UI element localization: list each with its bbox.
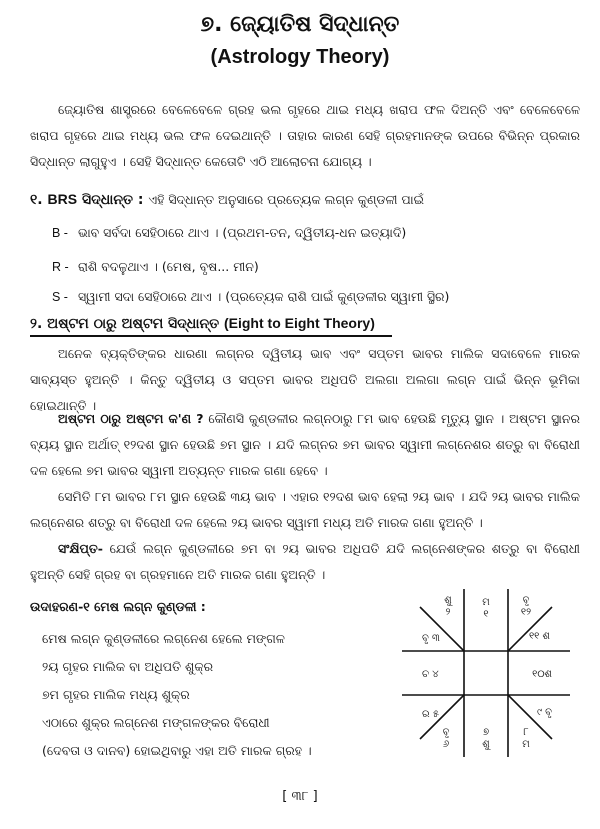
chart-line: [420, 607, 464, 651]
chart-label-top-right: ବୃ ୧୨: [520, 595, 532, 618]
chart-label-right-mid: ୧୦ଶ: [532, 669, 552, 680]
eight-paragraph-2-lead: ଅଷ୍ଟମ ଠାରୁ ଅଷ୍ଟମ କ'ଣ ?: [58, 411, 204, 426]
example-line: ଏଠାରେ ଶୁକ୍ର ଲଗ୍ନେଶ ମଙ୍ଗଳଙ୍କର ବିରୋଧୀ: [42, 715, 270, 730]
brs-item-text: ସ୍ୱାମୀ ସଦା ସେହିଠାରେ ଥାଏ । (ପ୍ରତ୍ୟେକ ରାଶି ପାଇଁ କୁଣ୍ଡଳୀର ସ୍ୱାମୀ ସ୍ଥିର): [77, 289, 450, 304]
chart-label-bottom-center: ୭ ଶୁ: [482, 727, 490, 750]
chart-label-left-mid: ଚ ୪: [422, 669, 439, 680]
brs-item-r: [52, 256, 582, 278]
brs-item-key: B -: [52, 226, 68, 240]
eight-heading: [30, 312, 590, 335]
brs-item-text: ଭାବ ସର୍ବଦା ସେହିଠାରେ ଥାଏ । (ପ୍ରଥମ-ତନ, ଦ୍ୱିତୀୟ-ଧନ ଇତ୍ୟାଦି): [77, 225, 407, 240]
chart-label-bottom-left: ବୃ ୬: [442, 727, 450, 750]
chart-label-right-top: ୧୧ ଶ: [528, 631, 550, 642]
chart-label-left-top: ବୃ ୩: [422, 633, 440, 644]
horoscope-chart: [402, 589, 570, 757]
brs-heading-number: ୧.: [30, 192, 43, 208]
intro-paragraph: ଜ୍ୟୋତିଷ ଶାସ୍ତ୍ରରେ ବେଳେବେଳେ ଗ୍ରହ ଭଲ ଗୃହରେ ଥାଇ ମଧ୍ୟ ଖରାପ ଫଳ ଦିଅନ୍ତି ଏବଂ ବେଳେବେଳେ ଖରାପ ଗୃହରେ ଥାଇ ମଧ୍ୟ ଭଲ ଫଳ ଦେଇଥାନ୍ତି । ତାହାର କାରଣ ସେହି ଗ୍ରହମାନଙ୍କ ଉପରେ ବିଭିନ୍ନ ପ୍ରକାର ସିଦ୍ଧାନ୍ତ ଲାଗୁହୁଏ । ସେହି ସିଦ୍ଧାନ୍ତ କେତୋଟି ଏଠି ଆଲୋଚନା ଯୋଗ୍ୟ ।: [30, 102, 580, 169]
example-line: ୭ମ ଗୃହର ମାଲିକ ମଧ୍ୟ ଶୁକ୍ର: [42, 687, 190, 702]
example-line: ମେଷ ଲଗ୍ନ କୁଣ୍ଡଳୀରେ ଲଗ୍ନେଶ ହେଲେ ମଙ୍ଗଳ: [42, 631, 285, 646]
eight-paragraph-1: ଅନେକ ବ୍ୟକ୍ତିଙ୍କର ଧାରଣା ଲଗ୍ନର ଦ୍ୱିତୀୟ ଭାବ ଏବଂ ସପ୍ତମ ଭାବର ମାଲିକ ସଦାବେଳେ ମାରକ ସାବ୍ୟସ୍ତ ହୁଅନ୍ତି । କିନ୍ତୁ ଦ୍ୱିତୀୟ ଓ ସପ୍ତମ ଭାବର ଅଧିପତି ଅଲଗା ଅଲଗା ଲଗ୍ନ ପାଇଁ ଭିନ୍ନ ଭୂମିକା ହୋଇଥାନ୍ତି ।: [30, 346, 580, 413]
chapter-subtitle: (Astrology Theory): [210, 46, 390, 68]
example-title: ଉଦାହରଣ-୧ ମେଷ ଲଗ୍ନ କୁଣ୍ଡଳୀ :: [30, 599, 206, 614]
chart-label-top-center: ମ ୧: [482, 597, 490, 620]
summary-paragraph: [30, 536, 580, 588]
example-line: (ଦେବତା ଓ ଦାନବ) ହୋଇଥିବାରୁ ଏହା ଅତି ମାରକ ଗ୍ରହ ।: [42, 743, 312, 758]
chart-label-left-bottom: ର ୫: [422, 709, 439, 720]
brs-heading-label: ସିଦ୍ଧାନ୍ତ :: [81, 192, 144, 208]
eight-paragraph-2-text: କୌଣସି କୁଣ୍ଡଳୀର ଲଗ୍ନଠାରୁ ୮ମ ଭାବ ହେଉଛି ମୃତ୍ୟୁ ସ୍ଥାନ । ଅଷ୍ଟମ ସ୍ଥାନର ବ୍ୟୟ ସ୍ଥାନ ଅର୍ଥାତ୍ ୧୨ଦଶ ସ୍ଥାନ ହେଉଛି ୭ମ ସ୍ଥାନ । ଯଦି ଲଗ୍ନର ୭ମ ଭାବର ସ୍ୱାମୀ ଲଗ୍ନେଶର ଶତ୍ରୁ ବା ବିରୋଧୀ ଦଳ ହେଲେ ୭ମ ଭାବର ସ୍ୱାମୀ ଅତ୍ୟନ୍ତ ମାରକ ଗଣା ହେବେ ।: [30, 411, 580, 478]
eight-paragraph-2: [30, 406, 580, 484]
brs-heading: [30, 188, 590, 211]
chart-label-bottom-right: ୮ ମ: [522, 727, 530, 750]
page-number: [ ୩୮ ]: [282, 789, 318, 804]
eight-paragraph-3: ସେମିତି ୮ମ ଭାବର ୮ମ ସ୍ଥାନ ହେଉଛି ୩ୟ ଭାବ । ଏହାର ୧୨ଦଶ ଭାବ ହେଲା ୨ୟ ଭାବ । ଯଦି ୨ୟ ଭାବର ମାଲିକ ଲଗ୍ନେଶର ଶତ୍ରୁ ବା ବିରୋଧୀ ଦଳ ହେଲେ ୨ୟ ଭାବର ସ୍ୱାମୀ ମଧ୍ୟ ଅତି ମାରକ ଗଣା ହୁଅନ୍ତି ।: [30, 489, 580, 530]
chart-label-right-bottom: ୯ ବୃ: [537, 707, 552, 718]
brs-item-b: [52, 222, 582, 244]
example-line: ୨ୟ ଗୃହର ମାଲିକ ବା ଅଧିପତି ଶୁକ୍ର: [42, 659, 214, 674]
brs-item-key: S -: [52, 290, 68, 304]
eight-heading-label: ଅଷ୍ଟମ ଠାରୁ ଅଷ୍ଟମ ସିଦ୍ଧାନ୍ତ: [47, 316, 220, 332]
summary-text: ଯେଉଁ ଲଗ୍ନ କୁଣ୍ଡଳୀରେ ୭ମ ବା ୨ୟ ଭାବର ଅଧିପତି ଯଦି ଲଗ୍ନେଶଙ୍କର ଶତ୍ରୁ ବା ବିରୋଧୀ ହୁଅନ୍ତି ସେହି ଗ୍ରହ ବା ଗ୍ରହମାନେ ଅତି ମାରକ ଗଣା ହୁଅନ୍ତି ।: [30, 541, 580, 582]
summary-lead: ସଂକ୍ଷିପ୍ତ-: [58, 541, 103, 556]
eight-heading-underline: [30, 335, 392, 337]
horoscope-chart-svg: [402, 589, 570, 757]
brs-item-s: [52, 286, 582, 308]
brs-heading-rest: ଏହି ସିଦ୍ଧାନ୍ତ ଅନୁସାରେ ପ୍ରତ୍ୟେକ ଲଗ୍ନ କୁଣ୍ଡଳୀ ପାଇଁ: [148, 192, 424, 207]
eight-heading-en: (Eight to Eight Theory): [223, 315, 375, 331]
brs-heading-en: BRS: [47, 191, 78, 207]
eight-heading-number: ୨.: [30, 316, 43, 332]
chart-label-top-left: ଶୁ ୨: [444, 595, 452, 618]
chapter-title: ୭. ଜ୍ୟୋତିଷ ସିଦ୍ଧାନ୍ତ: [200, 12, 400, 37]
brs-item-key: R -: [52, 260, 69, 274]
brs-item-text: ରାଶି ବଦଳୁଥାଏ । (ମେଷ, ବୃଷ... ମୀନ): [77, 259, 259, 274]
